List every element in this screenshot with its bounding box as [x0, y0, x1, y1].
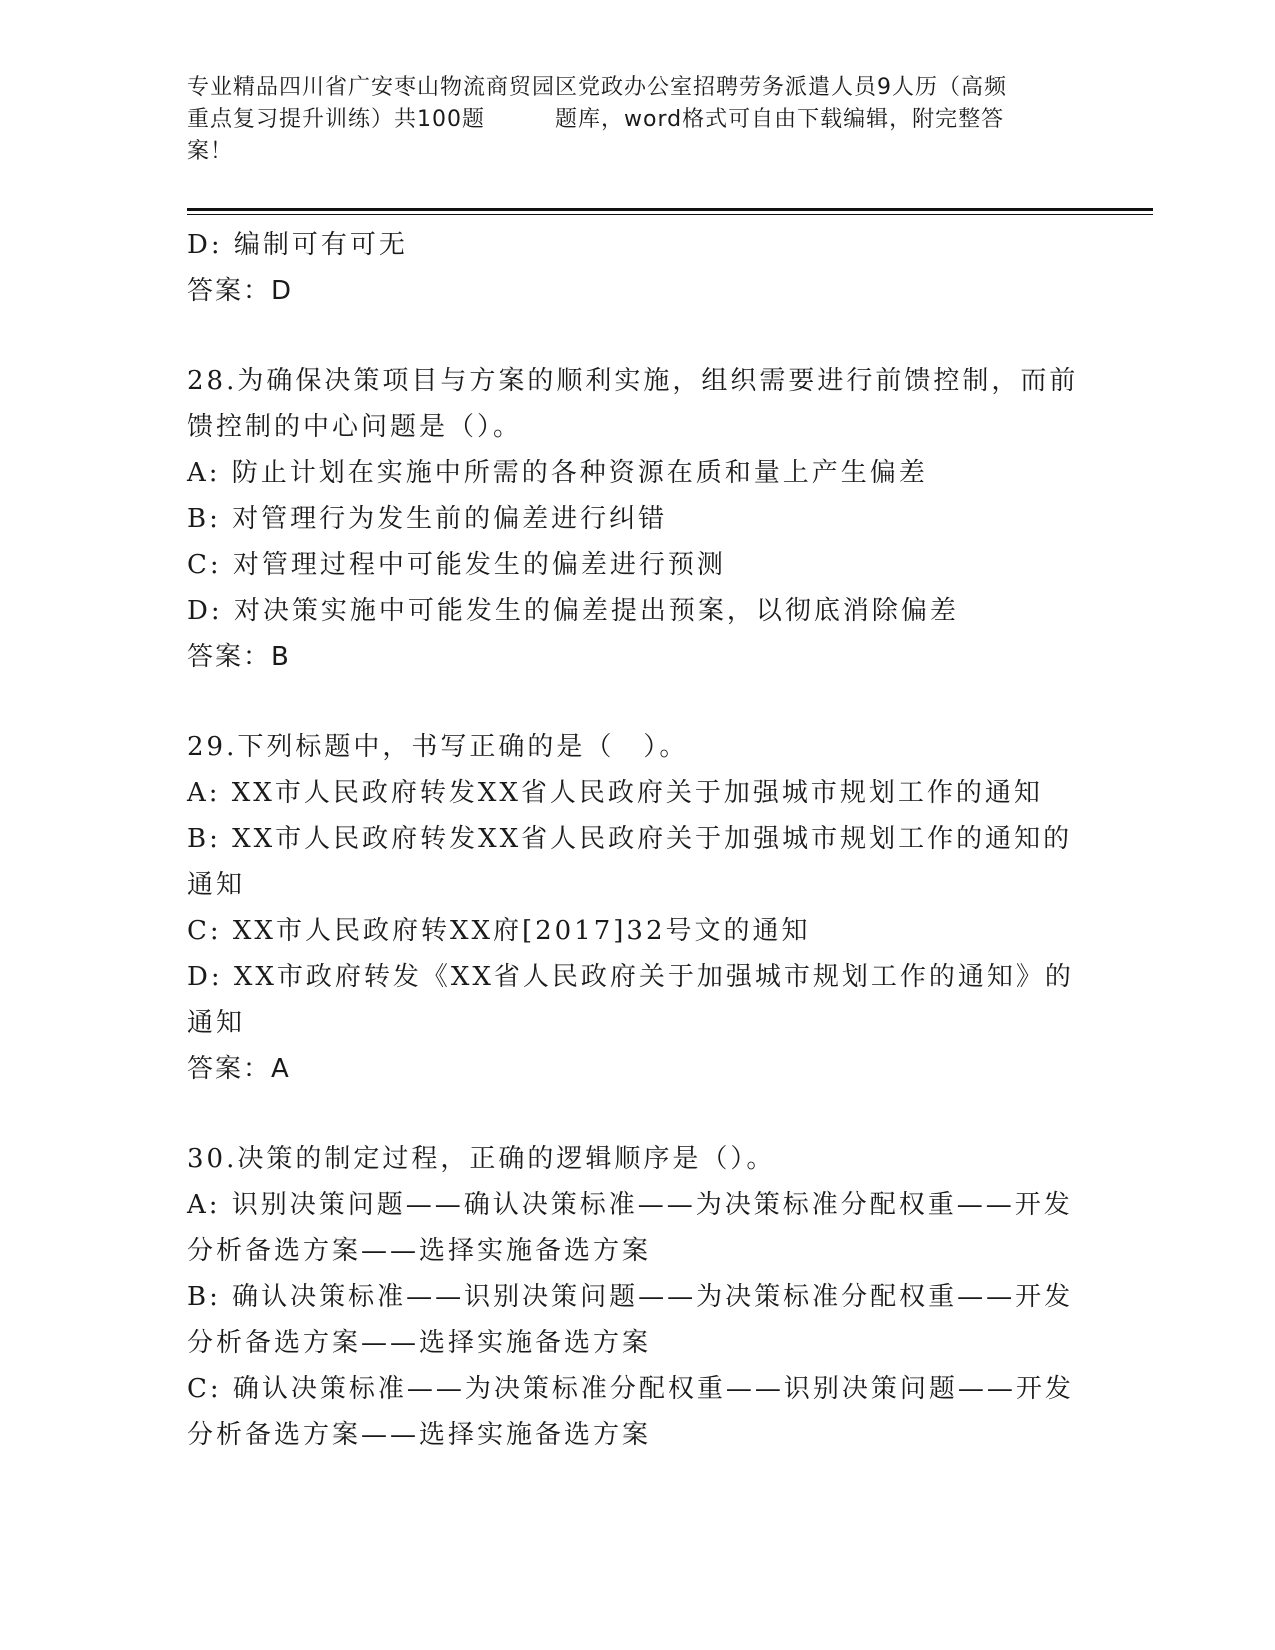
q29-option-b-line-2: 通知	[187, 870, 246, 900]
prev-option-d: D: 编制可有可无	[187, 230, 408, 260]
header-line-2-part-b: 题库，word格式可自由下载编辑，附完整答	[555, 107, 1005, 132]
q28-option-a: A: 防止计划在实施中所需的各种资源在质和量上产生偏差	[187, 458, 928, 488]
header-line-2	[187, 104, 1087, 136]
document-header	[187, 72, 1087, 168]
q30-option-b-line-1: B: 确认决策标准——识别决策问题——为决策标准分配权重——开发	[187, 1282, 1074, 1312]
q30-option-a-line-2: 分析备选方案——选择实施备选方案	[187, 1236, 652, 1266]
question-30	[187, 1136, 1087, 1458]
q28-answer: 答案：B	[187, 642, 291, 672]
header-line-1: 专业精品四川省广安枣山物流商贸园区党政办公室招聘劳务派遣人员9人历（高频	[187, 75, 1007, 100]
header-divider-thick	[187, 208, 1153, 211]
header-line-3: 案！	[187, 139, 234, 164]
q28-option-b: B: 对管理行为发生前的偏差进行纠错	[187, 504, 668, 534]
header-line-2-part-a: 重点复习提升训练）共100题	[187, 107, 485, 132]
q29-answer: 答案：A	[187, 1054, 291, 1084]
q29-option-b-line-1: B: XX市人民政府转发XX省人民政府关于加强城市规划工作的通知的	[187, 824, 1073, 854]
q28-option-c: C: 对管理过程中可能发生的偏差进行预测	[187, 550, 726, 580]
header-divider-thin	[187, 214, 1153, 215]
question-28	[187, 358, 1087, 680]
q29-option-d-line-1: D: XX市政府转发《XX省人民政府关于加强城市规划工作的通知》的	[187, 962, 1074, 992]
q30-option-c-line-2: 分析备选方案——选择实施备选方案	[187, 1420, 652, 1450]
q28-stem-line-1: 28.为确保决策项目与方案的顺利实施，组织需要进行前馈控制，而前	[187, 366, 1079, 396]
q30-stem: 30.决策的制定过程，正确的逻辑顺序是（）。	[187, 1144, 776, 1174]
q28-stem-line-2: 馈控制的中心问题是（）。	[187, 412, 523, 442]
question-content	[187, 222, 1087, 1458]
q30-option-c-line-1: C: 确认决策标准——为决策标准分配权重——识别决策问题——开发	[187, 1374, 1074, 1404]
q30-option-b-line-2: 分析备选方案——选择实施备选方案	[187, 1328, 652, 1358]
q28-option-d: D: 对决策实施中可能发生的偏差提出预案，以彻底消除偏差	[187, 596, 959, 626]
q29-option-d-line-2: 通知	[187, 1008, 246, 1038]
prev-answer: 答案：D	[187, 276, 294, 306]
question-29	[187, 724, 1087, 1092]
q29-stem: 29.下列标题中，书写正确的是（ ）。	[187, 732, 689, 762]
q29-option-a: A: XX市人民政府转发XX省人民政府关于加强城市规划工作的通知	[187, 778, 1043, 808]
q29-option-c: C: XX市人民政府转XX府[2017]32号文的通知	[187, 916, 811, 946]
q30-option-a-line-1: A: 识别决策问题——确认决策标准——为决策标准分配权重——开发	[187, 1190, 1073, 1220]
